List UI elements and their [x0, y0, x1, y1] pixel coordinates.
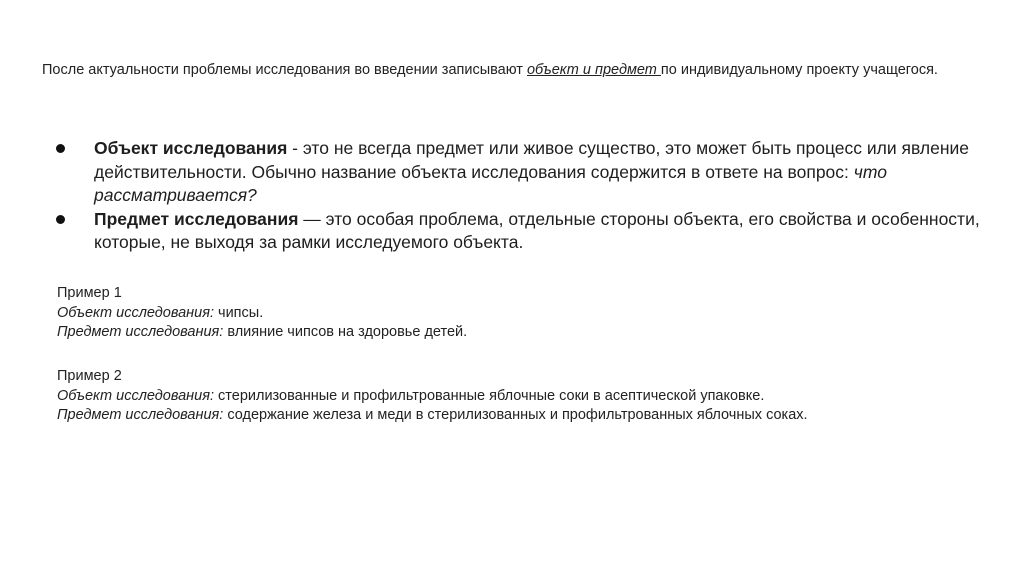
bullet-dot-icon	[56, 144, 65, 153]
example-object-line	[57, 387, 808, 407]
definition-subject	[56, 208, 986, 255]
example-subject-value: содержание железа и меди в стерилизованных и профильтрованных яблочных соках.	[223, 407, 808, 423]
intro-text-before: После актуальности проблемы исследования во введении записывают	[42, 62, 527, 78]
example-object-label: Объект исследования:	[57, 304, 214, 321]
example-title: Пример 2	[57, 368, 122, 384]
definition-text: — это особая проблема, отдельные стороны объекта, его свойства и особенности, которые, не выходя за рамки исследуемого объекта.	[94, 208, 980, 252]
example-subject-line	[57, 406, 808, 426]
definition-text: - это не всегда предмет или живое существо, это может быть процесс или явление действительности. Обычно название объекта исследования содержится в ответе на вопрос:	[94, 138, 970, 182]
example-object-label: Объект исследования:	[57, 387, 214, 404]
definition-object	[56, 137, 986, 208]
intro-text-after: по индивидуальному проекту учащегося.	[660, 62, 938, 78]
example-block	[57, 284, 467, 343]
definition-term: Предмет исследования	[94, 208, 299, 229]
example-block	[57, 367, 808, 426]
intro-emphasis: объект и предмет	[526, 62, 661, 78]
example-title: Пример 1	[57, 285, 122, 301]
bullet-dot-icon	[56, 215, 65, 224]
definition-list	[56, 137, 986, 255]
definition-term: Объект исследования	[94, 138, 288, 158]
example-object-value: стерилизованные и профильтрованные яблочные соки в асептической упаковке.	[214, 387, 765, 404]
example-subject-line	[57, 323, 467, 343]
example-subject-label: Предмет исследования:	[57, 407, 224, 423]
example-object-line	[57, 304, 467, 324]
definition-italic-tail: что рассматривается?	[94, 161, 887, 205]
example-subject-label: Предмет исследования:	[57, 324, 224, 340]
intro-paragraph	[42, 60, 982, 80]
example-object-value: чипсы.	[214, 304, 264, 321]
example-subject-value: влияние чипсов на здоровье детей.	[223, 324, 468, 340]
